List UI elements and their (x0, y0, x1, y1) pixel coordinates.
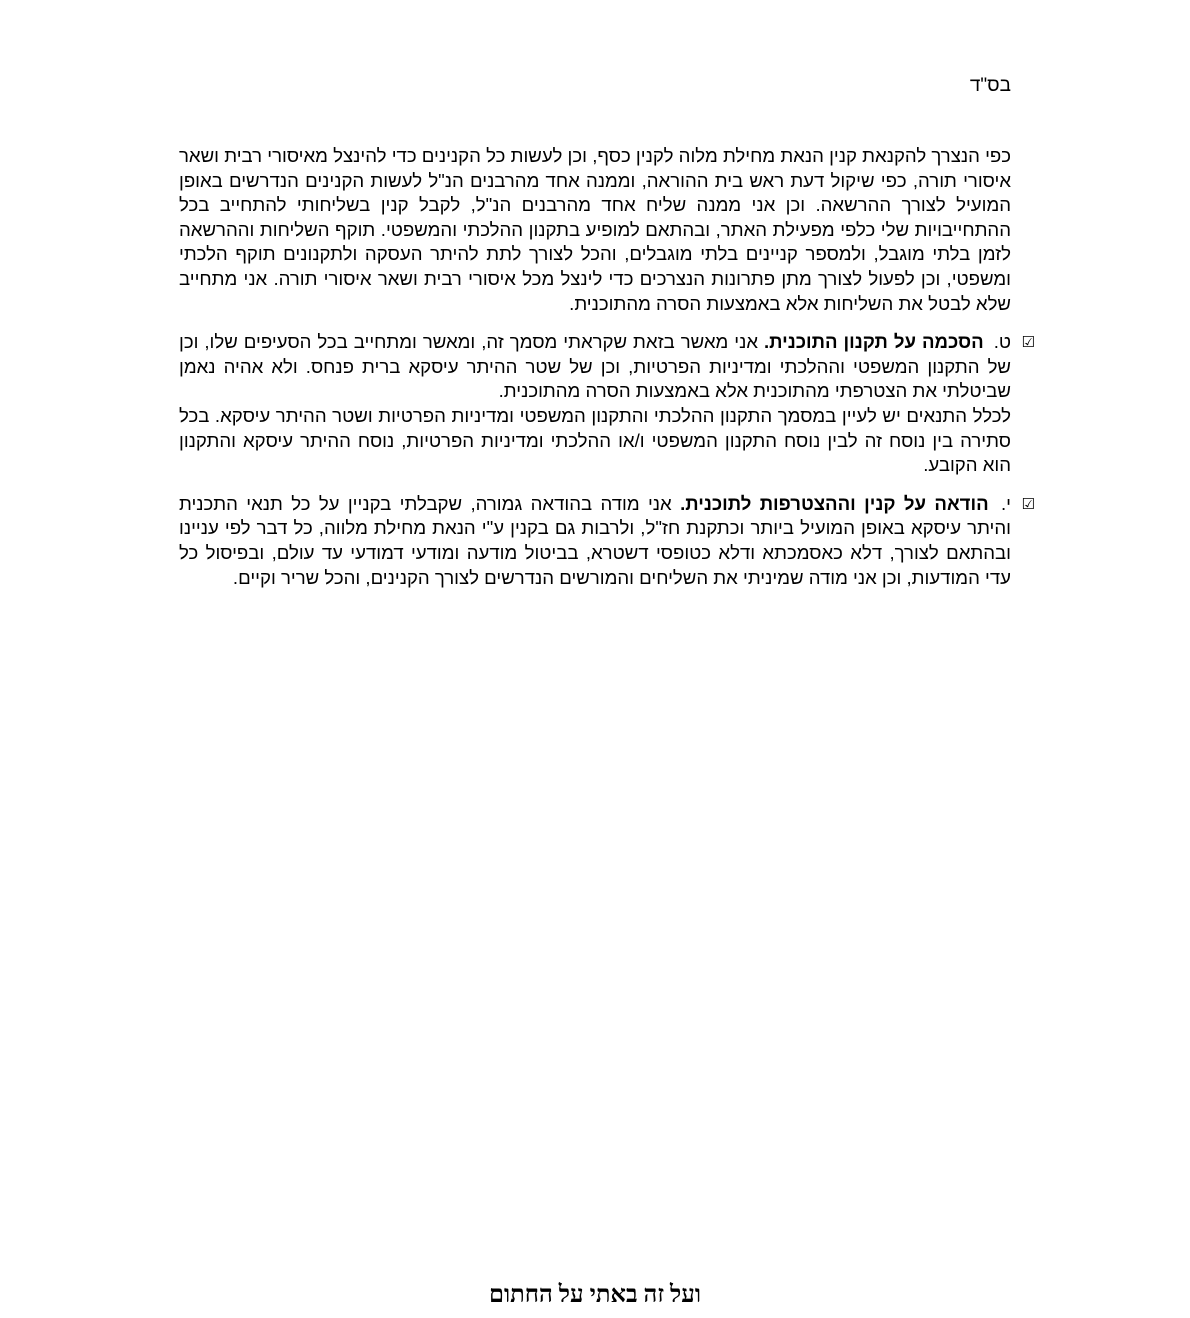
clause-heading: הסכמה על תקנון התוכנית. (763, 331, 984, 353)
clause-acknowledgment (179, 492, 1035, 590)
checked-checkbox-icon[interactable]: ☑ (1021, 494, 1035, 513)
document-body (179, 144, 1035, 604)
clause-number: ט. (993, 331, 1011, 353)
clause-text: אני מאשר בזאת שקראתי מסמך זה, ומאשר ומתחייב בכל הסעיפים שלו, וכן של התקנון המשפטי וההלכתי ומדיניות הפרטיות, וכן של שטר ההיתר עיסקא ברית פנחס. ולא אהיה נאמן שביטלתי את הצטרפתי מהתוכנית אלא באמצעות הסרה מהתוכנית. (179, 331, 1011, 402)
checked-checkbox-icon[interactable]: ☑ (1021, 333, 1035, 352)
clause-heading: הודאה על קנין וההצטרפות לתוכנית. (680, 492, 989, 514)
clause-text-continued: לכלל התנאים יש לעיין במסמך התקנון ההלכתי והתקנון המשפטי ומדיניות הפרטיות ושטר ההיתר עיסקא. בכל סתירה בין נוסח זה לבין נוסח התקנון המשפטי ו/או ההלכתי ומדיניות הפרטיות, נוסח ההיתר עיסקא והתקנון הוא הקובע. (179, 404, 1011, 476)
closing-signature-line: ועל זה באתי על החתום (489, 1282, 701, 1308)
clause-number: י. (1001, 492, 1011, 514)
intro-paragraph: כפי הנצרך להקנאת קנין הנאת מחילת מלוה לקנין כסף, וכן לעשות כל הקנינים כדי להינצל מאיסורי רבית ושאר איסורי תורה, כפי שיקול דעת ראש בית ההוראה, וממנה אחד מהרבנים הנ"ל לעשות הקנינים הנדרשים באופן המועיל לצורך ההרשאה. וכן אני ממנה שליח אחד מהרבנים הנ"ל, לקבל קנין בשליחותי להתחייב בכל ההתחייבויות שלי כלפי מפעילת האתר, ובהתאם למופיע בתקנון ההלכתי והמשפטי. תוקף השליחות וההרשאה לזמן בלתי מוגבל, ולמספר קניינים בלתי מוגבלים, והכל לצורך לתת להיתר העסקה ולתקנונים תוקף הלכתי ומשפטי, וכן לפעול לצורך מתן פתרונות הנצרכים כדי לינצל מכל איסורי רבית ושאר איסורי תורה. אני מתחייב שלא לבטל את השליחות אלא באמצעות הסרה מהתוכנית. (179, 145, 1011, 314)
clause-text: אני מודה בהודאה גמורה, שקבלתי בקניין על כל תנאי התכנית והיתר עיסקא באופן המועיל ביותר וכתקנת חז"ל, ולרבות גם בקנין ע"י הנאת מחילת מלווה, כל דבר לפי עניינו ובהתאם לצורך, דלא כאסמכתא ודלא כטופסי דשטרא, בביטול מודעה ומודעי דמודעי עד עולם, ובפיסול כל עדי המודעות, וכן אני מודה שמיניתי את השליחים והמורשים הנדרשים לצורך הקנינים, והכל שריר וקיים. (179, 492, 1011, 588)
clause-agreement (179, 330, 1035, 478)
bsd-header: בס"ד (969, 75, 1011, 96)
